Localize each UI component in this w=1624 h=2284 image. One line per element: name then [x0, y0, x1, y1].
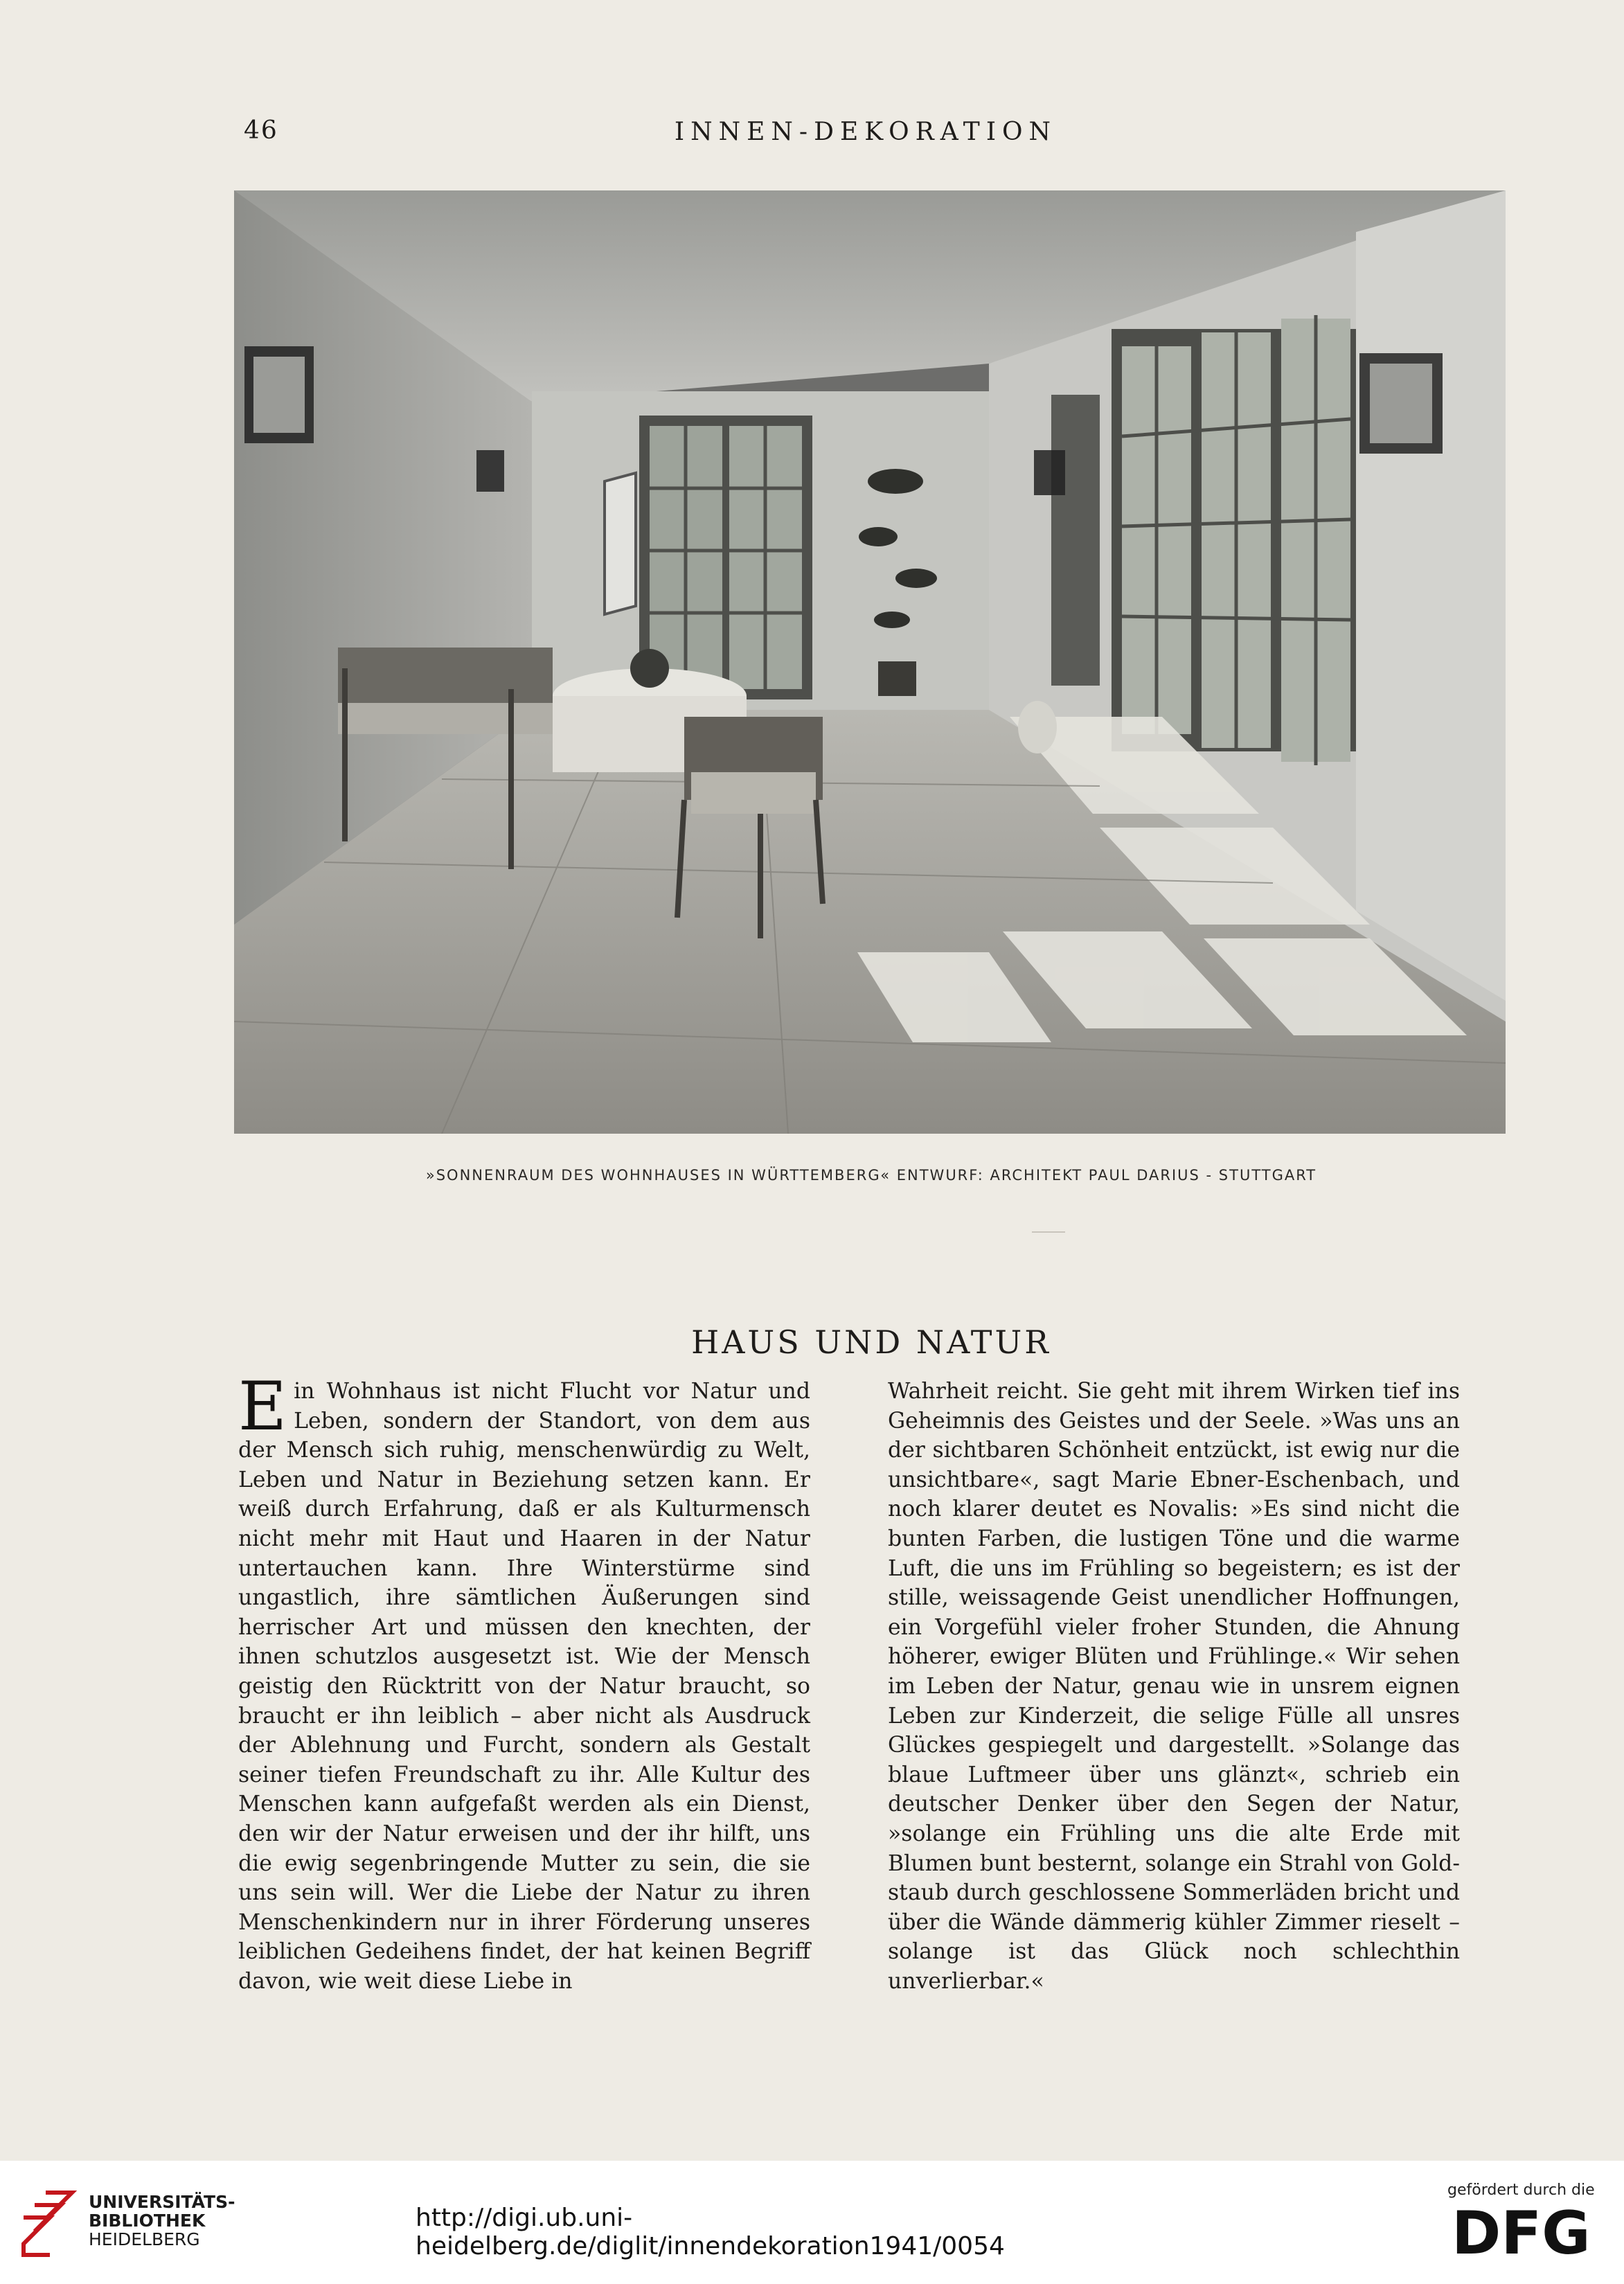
source-url-link[interactable]: http://digi.ub.uni-heidelberg.de/diglit/innendekoration1941/0054: [416, 2204, 1005, 2260]
sunroom-photograph: [234, 190, 1506, 1134]
caption-divider: [1032, 1231, 1065, 1233]
university-library-logo-icon: [18, 2186, 80, 2262]
drop-cap-initial: E: [238, 1368, 287, 1445]
library-name-line-3: HEIDELBERG: [89, 2229, 200, 2249]
dfg-logo-text: DFG: [1452, 2205, 1591, 2260]
text-column-left: [238, 1368, 810, 1996]
left-column-text: in Wohnhaus ist nicht Flucht vor Natur und Leben, sondern der Standort, von dem aus der Mensch sich ruhig, menschenwürdig zu Welt, Leben und Natur in Beziehung setzen kann. Er weiß durch Erfahrung, daß er als Kulturmensch nicht mehr mit Haut und Haaren in der Natur untertauchen kann. Ihre Winterstürme sind ungastlich, ihre sämtlichen Äußerungen sind herrischer Art und müssen den knechten, der ihnen schutzlos ausgesetzt ist. Wie der Mensch geistig den Rücktritt von der Natur braucht, so braucht er ihn leiblich – aber nicht als Ausdruck der Ablehnung und Furcht, sondern als Gestalt seiner tiefen Freundschaft zu ihr. Alle Kultur des Menschen kann aufgefaßt werden als ein Dienst, den wir der Natur erweisen und der ihr hilft, uns die ewig segenbringende Mutter zu sein, die sie uns sein will. Wer die Liebe der Natur zu ihren Menschenkindern nur in ihrer Förderung unseres leiblichen Gedeihens findet, der hat keinen Begriff davon, wie weit diese Liebe in: [238, 1379, 810, 1994]
page-number: 46: [244, 116, 278, 145]
running-head: INNEN-DEKORATION: [674, 118, 1058, 146]
funding-label: gefördert durch die: [1447, 2182, 1595, 2199]
library-name: [89, 2193, 235, 2249]
dfg-logo-icon: [1452, 2205, 1607, 2260]
figure-caption: »SONNENRAUM DES WOHNHAUSES IN WÜRTTEMBERG« ENTWURF: ARCHITEKT PAUL DARIUS - STUTTGART: [425, 1167, 1317, 1184]
text-column-right: [888, 1377, 1460, 1996]
right-column-text: Wahrheit reicht. Sie geht mit ihrem Wirken tief ins Geheimnis des Geistes und der Seele. »Was uns an der sichtbaren Schönheit entzückt, ist ewig nur die unsichtbare«, sagt Marie Ebner-Eschenbach, und noch klarer deutet es Novalis: »Es sind nicht die bunten Farben, die lustigen Töne und die warme Luft, die uns im Frühling so begeistern; es ist der stille, weissagende Geist unendlicher Hoffnungen, ein Vorgefühl vieler froher Stunden, die Ahnung höherer, ewiger Blüten und Frühlinge.« Wir sehen im Leben der Natur, genau wie in unsrem eignen Leben zur Kinderzeit, die selige Fülle all unsres Glückes gespiegelt und dargestellt. »Solange das blaue Luftmeer über uns glänzt«, schrieb ein deutscher Denker über den Segen der Natur, »solange ein Frühling uns die alte Erde mit Blumen bunt besternt, solange ein Strahl von Goldstaub durch geschlossene Sommerläden bricht und über die Wände dämmerig kühler Zimmer rieselt – solange ist das Glück noch schlechthin unverlierbar.«: [888, 1379, 1460, 1994]
article-title: HAUS UND NATUR: [691, 1323, 1051, 1361]
digitization-footer: [0, 2161, 1624, 2284]
library-name-line-1: UNIVERSITÄTS-: [89, 2192, 235, 2212]
library-name-line-2: BIBLIOTHEK: [89, 2211, 206, 2231]
